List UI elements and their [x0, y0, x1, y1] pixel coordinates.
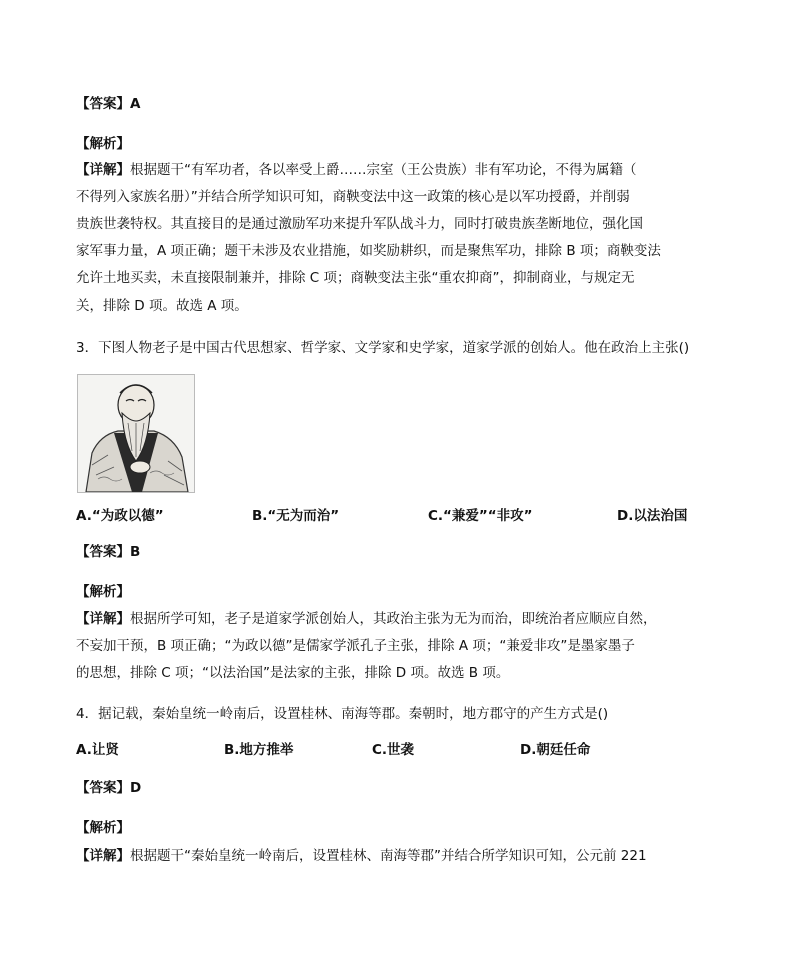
q4-option-d: D.朝廷任命	[520, 742, 591, 758]
answer-value: D	[130, 780, 142, 796]
answer-value: B	[130, 544, 141, 560]
q3-analysis-label: 【解析】	[76, 584, 130, 600]
q4-stem: 4．据记载，秦始皇统一岭南后，设置桂林、南海等郡。秦朝时，地方郡守的产生方式是()	[76, 706, 609, 722]
laozi-portrait-icon	[77, 374, 195, 493]
q3-option-b: B.“无为而治”	[252, 508, 340, 524]
q2-detail-line-1: 不得列入家族名册）”并结合所学知识可知，商鞅变法中这一政策的核心是以军功授爵，并削弱	[76, 189, 630, 205]
q3-option-d: D.以法治国	[617, 508, 688, 524]
q2-detail-line-0: 【详解】根据题干“有军功者，各以率受上爵……宗室（王公贵族）非有军功论，不得为属籍（	[76, 162, 637, 178]
q3-option-a: A.“为政以德”	[76, 508, 164, 524]
answer-label: 【答案】	[76, 780, 130, 796]
q2-detail-line-2: 贵族世袭特权。其直接目的是通过激励军功来提升军队战斗力，同时打破贵族垄断地位，强化国	[76, 216, 643, 232]
answer-value: A	[130, 96, 141, 112]
detail-label: 【详解】	[76, 611, 130, 627]
q4-analysis-label: 【解析】	[76, 820, 130, 836]
q2-analysis-label: 【解析】	[76, 136, 130, 152]
detail-label: 【详解】	[76, 848, 130, 864]
q2-detail-line-3: 家军事力量，A 项正确；题干未涉及农业措施，如奖励耕织，而是聚焦军功，排除 B 项；商鞅变法	[76, 243, 661, 259]
q3-detail-line-0: 【详解】根据所学可知，老子是道家学派创始人，其政治主张为无为而治，即统治者应顺应自然，	[76, 611, 657, 627]
q2-detail-line-5: 关，排除 D 项。故选 A 项。	[76, 298, 248, 314]
q3-detail-line-2: 的思想，排除 C 项；“以法治国”是法家的主张，排除 D 项。故选 B 项。	[76, 665, 510, 681]
q4-detail-line-0: 【详解】根据题干“秦始皇统一岭南后，设置桂林、南海等郡”并结合所学知识可知，公元前 221	[76, 848, 647, 864]
answer-label: 【答案】	[76, 544, 130, 560]
q3-option-c: C.“兼爱”“非攻”	[428, 508, 533, 524]
q3-detail-line-1: 不妄加干预，B 项正确；“为政以德”是儒家学派孔子主张，排除 A 项；“兼爱非攻”是墨家墨子	[76, 638, 635, 654]
q3-answer	[76, 542, 140, 562]
q3-stem: 3．下图人物老子是中国古代思想家、哲学家、文学家和史学家，道家学派的创始人。他在政治上主张()	[76, 340, 690, 356]
q4-answer	[76, 778, 141, 798]
answer-label: 【答案】	[76, 96, 130, 112]
q4-option-b: B.地方推举	[224, 742, 294, 758]
detail-label: 【详解】	[76, 162, 130, 178]
q2-answer	[76, 94, 140, 114]
q4-option-a: A.让贤	[76, 742, 119, 758]
q2-detail-line-4: 允许土地买卖，未直接限制兼并，排除 C 项；商鞅变法主张“重农抑商”，抑制商业，与规定无	[76, 270, 635, 286]
q4-option-c: C.世袭	[372, 742, 415, 758]
